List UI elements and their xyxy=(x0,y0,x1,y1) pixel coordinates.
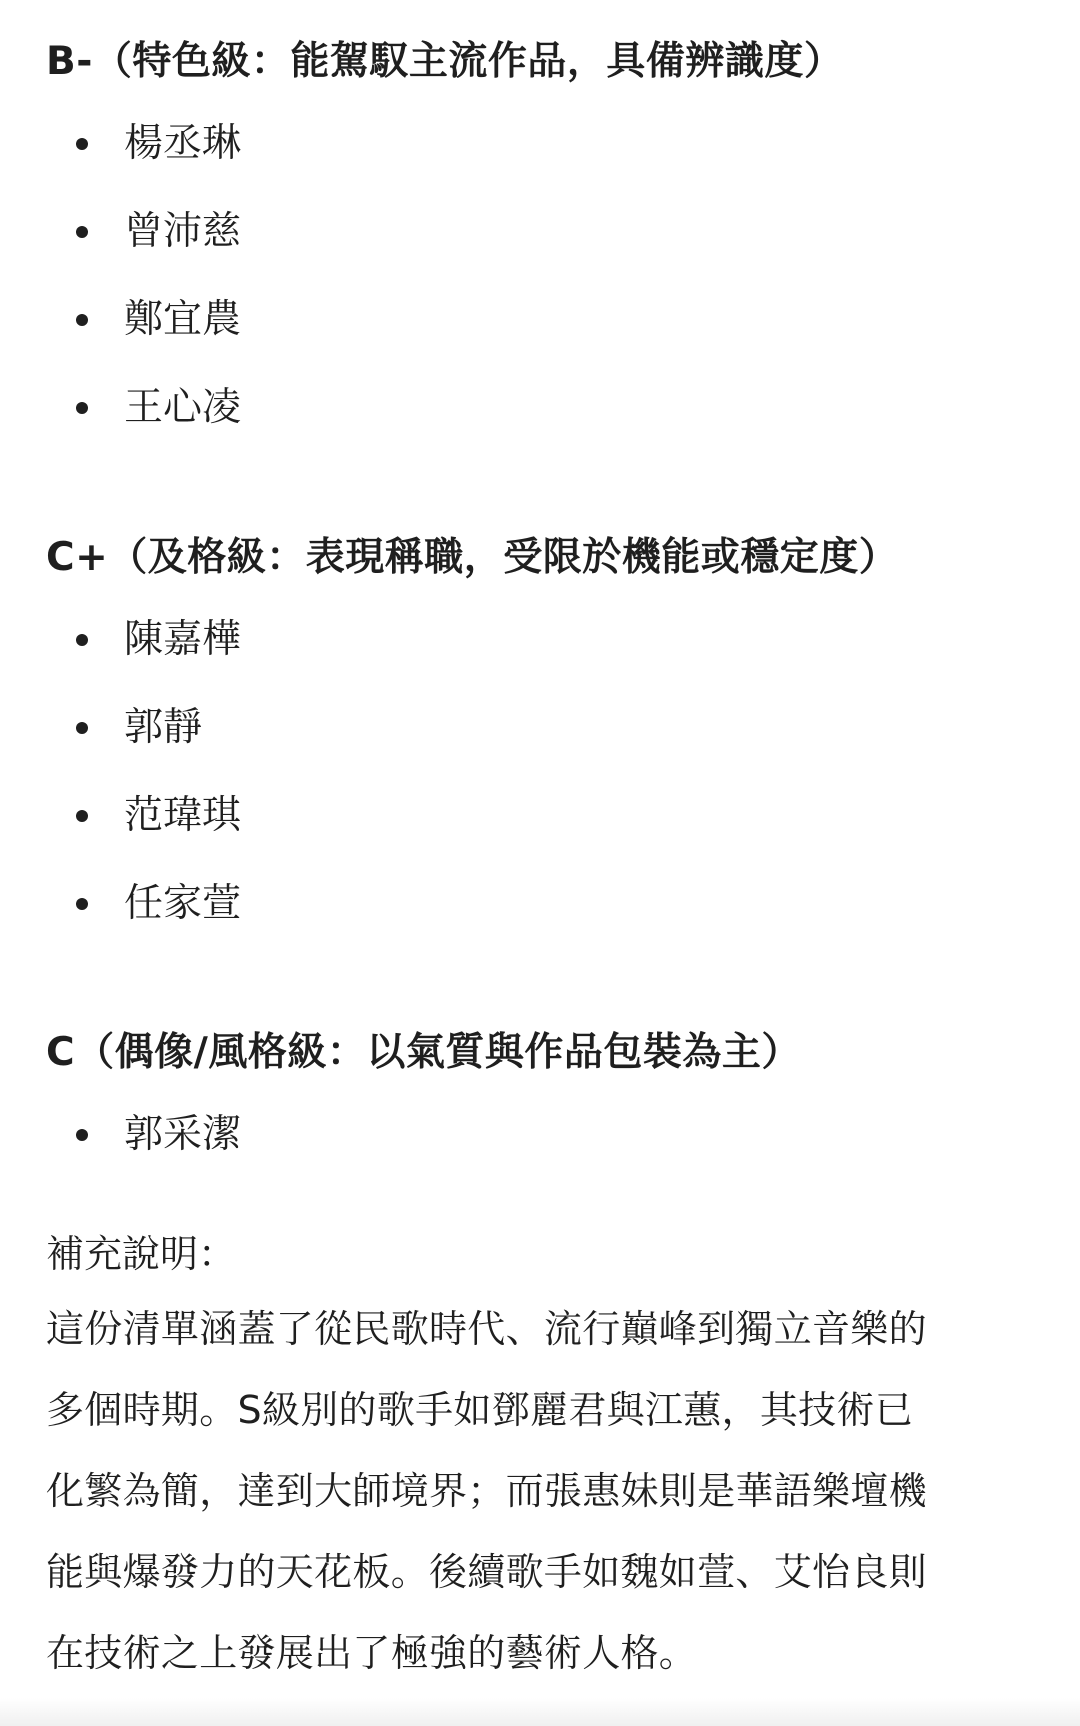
bullet-icon xyxy=(76,898,88,910)
bullet-icon xyxy=(76,634,88,646)
singer-name: 任家萱 xyxy=(124,881,242,926)
bullet-icon xyxy=(76,810,88,822)
bullet-icon xyxy=(76,402,88,414)
singer-list xyxy=(0,1091,241,1179)
singer-name: 郭采潔 xyxy=(124,1112,242,1157)
note-line: 能與爆發力的天花板。後續歌手如魏如萱、艾怡良則 xyxy=(46,1550,927,1594)
bottom-fade xyxy=(0,1698,1080,1726)
singer-name: 郭靜 xyxy=(124,705,203,750)
bullet-icon xyxy=(76,138,88,150)
bullet-icon xyxy=(76,1129,88,1141)
singer-name: 陳嘉樺 xyxy=(124,617,242,662)
tier-heading: B-（特色級：能駕馭主流作品，具備辨識度） xyxy=(46,39,844,84)
singer-name: 楊丞琳 xyxy=(124,121,242,166)
list-item xyxy=(0,276,241,364)
tier-heading: C（偶像/風格級：以氣質與作品包裝為主） xyxy=(46,1030,801,1075)
note-line: 這份清單涵蓋了從民歌時代、流行巔峰到獨立音樂的 xyxy=(46,1307,927,1351)
list-item xyxy=(0,364,241,452)
singer-name: 范瑋琪 xyxy=(124,793,242,838)
singer-name: 鄭宜農 xyxy=(124,297,242,342)
note-line: 多個時期。S級別的歌手如鄧麗君與江蕙，其技術已 xyxy=(46,1388,914,1432)
singer-list xyxy=(0,100,241,452)
list-item xyxy=(0,772,241,860)
list-item xyxy=(0,684,241,772)
list-item xyxy=(0,188,241,276)
note-line: 在技術之上發展出了極強的藝術人格。 xyxy=(46,1631,698,1675)
list-item xyxy=(0,100,241,188)
list-item xyxy=(0,860,241,948)
bullet-icon xyxy=(76,722,88,734)
list-item xyxy=(0,596,241,684)
bullet-icon xyxy=(76,314,88,326)
tier-heading: C+（及格級：表現稱職，受限於機能或穩定度） xyxy=(46,535,899,580)
list-item xyxy=(0,1091,241,1179)
singer-name: 王心凌 xyxy=(124,385,242,430)
bullet-icon xyxy=(76,226,88,238)
note-body xyxy=(46,1301,927,1706)
note-line: 化繁為簡，達到大師境界；而張惠妹則是華語樂壇機 xyxy=(46,1469,927,1513)
singer-list xyxy=(0,596,241,948)
note-title: 補充說明： xyxy=(46,1232,237,1276)
singer-name: 曾沛慈 xyxy=(124,209,242,254)
